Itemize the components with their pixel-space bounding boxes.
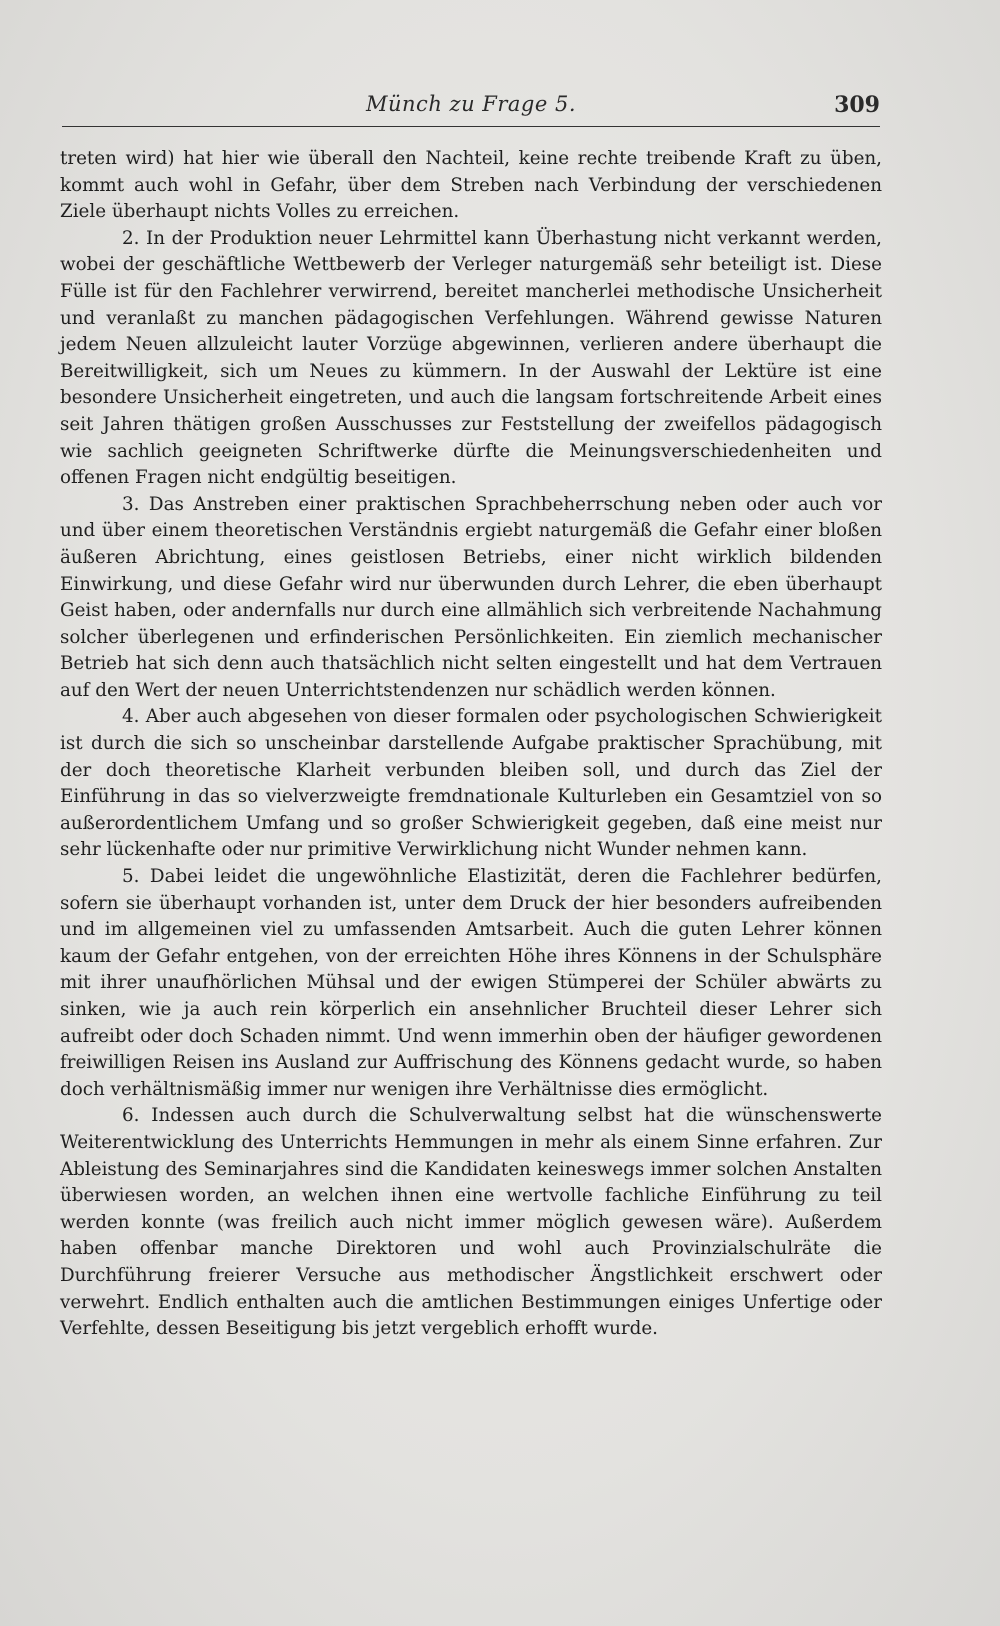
paragraph-5: 5. Dabei leidet die ungewöhnliche Elastizität, deren die Fachlehrer bedürfen, sofern sie überhaupt vorhanden ist, unter dem Druck der hier besonders aufreibenden und im allgemeinen viel zu umfassenden Amtsarbeit. Auch die guten Lehrer können kaum der Gefahr entgehen, von der erreichten Höhe ihres Könnens in der Schulsphäre mit ihrer unaufhörlichen Mühsal und der ewigen Stümperei der Schüler abwärts zu sinken, wie ja auch rein körperlich ein ansehnlicher Bruchteil dieser Lehrer sich aufreibt oder doch Schaden nimmt. Und wenn immerhin oben der häufiger gewordenen freiwilligen Reisen ins Ausland zur Auffrischung des Könnens gedacht wurde, so haben doch verhältnismäßig immer nur wenigen ihre Verhältnisse dies ermöglicht. [60, 866, 882, 1100]
body-text [60, 146, 882, 1343]
header-rule [62, 126, 880, 127]
running-title: Münch zu Frage 5. [366, 92, 576, 116]
running-head [62, 92, 880, 126]
paragraph-2: 2. In der Produktion neuer Lehrmittel kann Überhastung nicht verkannt werden, wobei der geschäftliche Wettbewerb der Verleger naturgemäß sehr beteiligt ist. Diese Fülle ist für den Fachlehrer verwirrend, bereitet mancherlei methodische Unsicherheit und veranlaßt zu manchen pädagogischen Verfehlungen. Während gewisse Naturen jedem Neuen allzuleicht lauter Vorzüge abgewinnen, verlieren andere überhaupt die Bereitwilligkeit, sich um Neues zu kümmern. In der Auswahl der Lektüre ist eine besondere Unsicherheit eingetreten, und auch die langsam fortschreitende Arbeit eines seit Jahren thätigen großen Ausschusses zur Feststellung der zweifellos pädagogisch wie sachlich geeigneten Schriftwerke dürfte die Meinungsverschiedenheiten und offenen Fragen nicht endgültig beseitigen. [60, 227, 882, 489]
paragraph-3: 3. Das Anstreben einer praktischen Sprachbeherrschung neben oder auch vor und über einem theoretischen Verständnis ergiebt naturgemäß die Gefahr einer bloßen äußeren Abrichtung, eines geistlosen Betriebs, einer nicht wirklich bildenden Einwirkung, und diese Gefahr wird nur überwunden durch Lehrer, die eben überhaupt Geist haben, oder andernfalls nur durch eine allmählich sich verbreitende Nachahmung solcher überlegenen und erfinderischen Persönlichkeiten. Ein ziemlich mechanischer Betrieb hat sich denn auch thatsächlich nicht selten eingestellt und hat dem Vertrauen auf den Wert der neuen Unterrichtstendenzen nur schädlich werden können. [60, 493, 882, 701]
paragraph-6: 6. Indessen auch durch die Schulverwaltung selbst hat die wünschenswerte Weiterentwicklung des Unterrichts Hemmungen in mehr als einem Sinne erfahren. Zur Ableistung des Seminarjahres sind die Kandidaten keineswegs immer solchen Anstalten überwiesen worden, an welchen ihnen eine wertvolle fachliche Einführung zu teil werden konnte (was freilich auch nicht immer möglich gewesen wäre). Außerdem haben offenbar manche Direktoren und wohl auch Provinzialschulräte die Durchführung freierer Versuche aus methodischer Ängstlichkeit erschwert oder verwehrt. Endlich enthalten auch die amtlichen Bestimmungen einiges Unfertige oder Verfehlte, dessen Beseitigung bis jetzt vergeblich erhofft wurde. [60, 1105, 882, 1340]
paragraph-continuation: treten wird) hat hier wie überall den Nachteil, keine rechte treibende Kraft zu üben, kommt auch wohl in Gefahr, über dem Streben nach Verbindung der verschiedenen Ziele überhaupt nichts Volles zu erreichen. [60, 148, 882, 223]
page-number: 309 [834, 92, 880, 118]
paragraph-4: 4. Aber auch abgesehen von dieser formalen oder psychologischen Schwierigkeit ist durch die sich so unscheinbar darstellende Aufgabe praktischer Sprachübung, mit der doch theoretische Klarheit verbunden bleiben soll, und durch das Ziel der Einführung in das so vielverzweigte fremdnationale Kulturleben ein Gesamtziel von so außerordentlichem Umfang und so großer Schwierigkeit gegeben, daß eine meist nur sehr lückenhafte oder nur primitive Verwirklichung nicht Wunder nehmen kann. [60, 706, 882, 861]
